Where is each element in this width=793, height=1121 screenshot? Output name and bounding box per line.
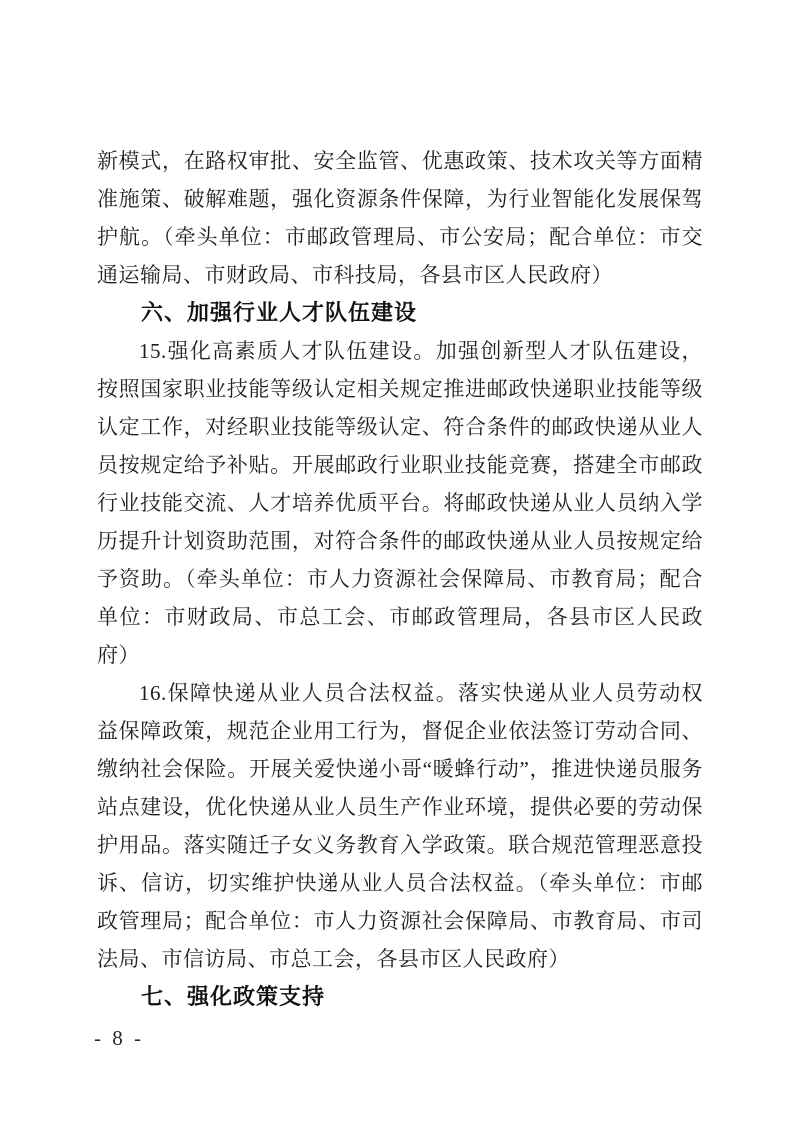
section-heading: 六、加强行业人才队伍建设	[141, 300, 418, 325]
body-paragraph: 新模式，在路权审批、安全监管、优惠政策、技术攻关等方面精准施策、破解难题，强化资源条件保障，为行业智能化发展保驾护航。（牵头单位：市邮政管理局、市公安局；配合单位：市交通运输局、市财政局、市科技局，各县市区人民政府）	[97, 149, 703, 287]
page-number: - 8 -	[94, 1026, 144, 1050]
body-paragraph: 16.保障快递从业人员合法权益。落实快递从业人员劳动权益保障政策，规范企业用工行为，督促企业依法签订劳动合同、缴纳社会保险。开展关爱快递小哥“暖蜂行动”，推进快递员服务站点建设，优化快递从业人员生产作业环境，提供必要的劳动保护用品。落实随迁子女义务教育入学政策。联合规范管理恶意投诉、信访，切实维护快递从业人员合法权益。（牵头单位：市邮政管理局；配合单位：市人力资源社会保障局、市教育局、市司法局、市信访局、市总工会，各县市区人民政府）	[97, 681, 703, 971]
document-body	[97, 142, 703, 1016]
section-heading: 七、强化政策支持	[141, 984, 326, 1009]
body-paragraph: 15.强化高素质人才队伍建设。加强创新型人才队伍建设，按照国家职业技能等级认定相关规定推进邮政快递职业技能等级认定工作，对经职业技能等级认定、符合条件的邮政快递从业人员按规定给予补贴。开展邮政行业职业技能竞赛，搭建全市邮政行业技能交流、人才培养优质平台。将邮政快递从业人员纳入学历提升计划资助范围，对符合条件的邮政快递从业人员按规定给予资助。（牵头单位：市人力资源社会保障局、市教育局；配合单位：市财政局、市总工会、市邮政管理局，各县市区人民政府）	[97, 339, 703, 667]
